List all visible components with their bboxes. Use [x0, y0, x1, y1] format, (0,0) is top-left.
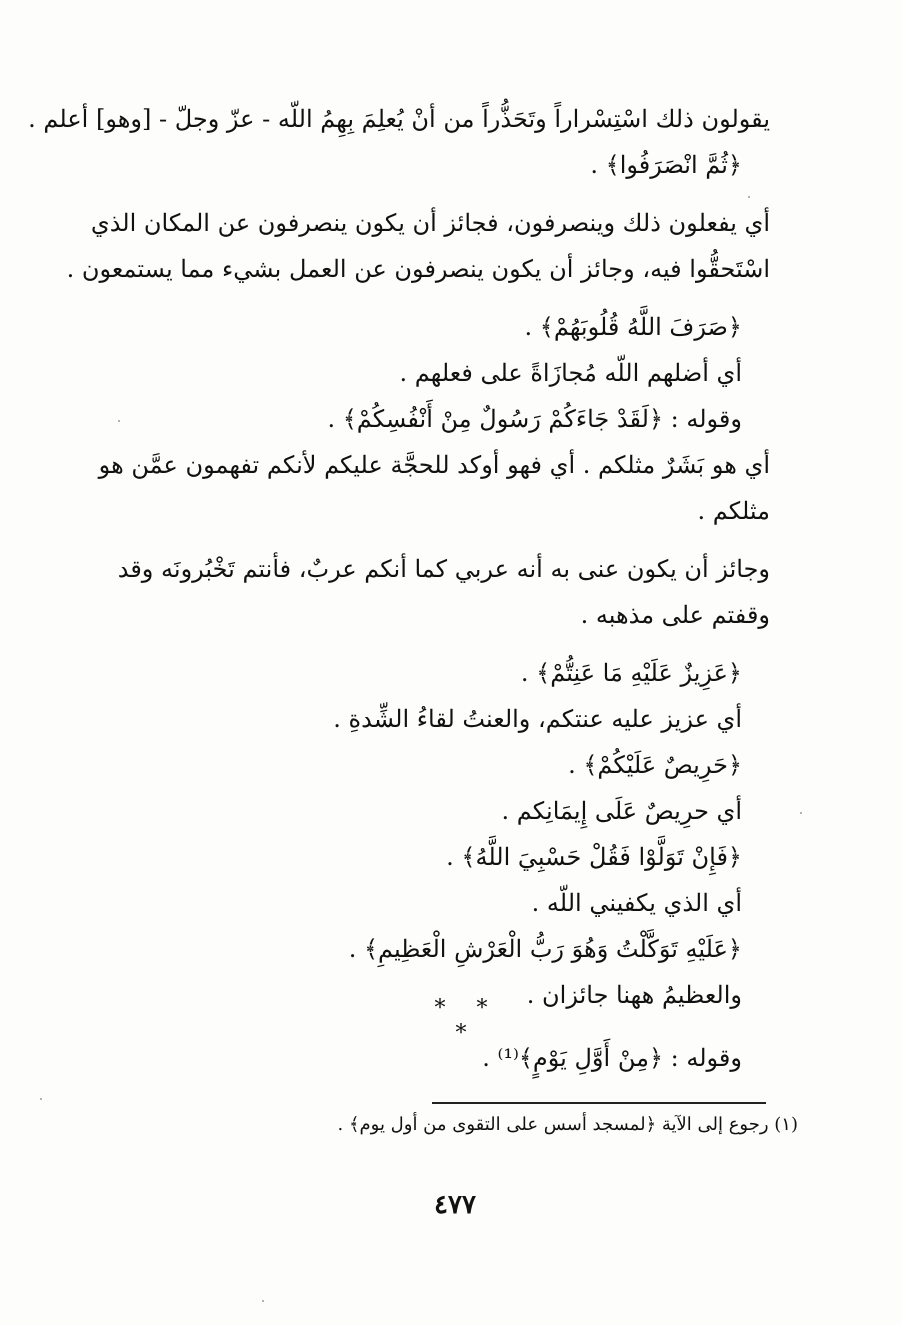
text-line-13: أي عزيز عليه عنتكم، والعنتُ لقاءُ الشِّدةِ . [333, 705, 742, 733]
scan-speck [748, 196, 750, 198]
scan-speck [118, 420, 120, 422]
main-text [28, 96, 770, 1018]
footnote-divider [432, 1102, 766, 1104]
scan-speck [800, 812, 802, 814]
text-line-6: أي أضلهم اللّه مُجازَاةً على فعلهم . [399, 359, 742, 387]
text-line-19: والعظيمُ ههنا جائزان . [526, 981, 742, 1009]
verse-line-4: ﴿حَرِيصٌ عَلَيْكُمْ﴾ . [568, 751, 742, 779]
verse-line-6: ﴿عَلَيْهِ تَوَكَّلْتُ وَهُوَ رَبُّ الْعَرْشِ الْعَظِيمِ﴾ . [348, 935, 742, 963]
page-number: ٤٧٧ [434, 1190, 476, 1220]
text-line-9: مثلكم . [697, 497, 770, 525]
text-line-4: اسْتَحقُّوا فيه، وجائز أن يكون ينصرفون عن العمل بشيء مما يستمعون . [66, 255, 770, 283]
verse-line-2: ﴿صَرَفَ اللَّهُ قُلُوبَهُمْ﴾ . [524, 313, 742, 341]
section-separator: * * * [434, 996, 500, 1046]
text-line-10: وجائز أن يكون عنى به أنه عربي كما أنكم عربٌ، فأنتم تَخْبُرونَه وقد [117, 555, 770, 583]
verse-line-3: ﴿عَزِيزٌ عَلَيْهِ مَا عَنِتُّمْ﴾ . [520, 659, 742, 687]
text-line-17: أي الذي يكفيني اللّه . [531, 889, 742, 917]
verse-line-5: ﴿فَإِنْ تَوَلَّوْا فَقُلْ حَسْبِيَ اللَّهُ﴾ . [446, 843, 742, 871]
text-line-15: أي حرِيصٌ عَلَى إِيمَانِكم . [501, 797, 742, 825]
text-line-11: وقفتم على مذهبه . [580, 601, 770, 629]
verse-line-1: ﴿ثُمَّ انْصَرَفُوا﴾ . [590, 151, 742, 179]
footnote: (١) رجوع إلى الآية ﴿لمسجد أسس على التقوى من أول يوم﴾ . [337, 1114, 798, 1135]
text-line-7: وقوله : ﴿لَقَدْ جَاءَكُمْ رَسُولٌ مِنْ أَنْفُسِكُمْ﴾ . [327, 405, 742, 433]
text-line-3: أي يفعلون ذلك وينصرفون، فجائز أن يكون ينصرفون عن المكان الذي [90, 209, 770, 237]
final-line: وقوله : ﴿مِنْ أَوَّلِ يَوْمٍ﴾⁽¹⁾ . [482, 1044, 742, 1072]
scan-speck [40, 1098, 42, 1100]
text-line-1: يقولون ذلك اسْتِسْراراً وتَحَذُّراً من أنْ يُعلِمَ بِهِمُ اللّه - عزّ وجلّ - [وهو] أعلم . [28, 105, 770, 133]
text-line-8: أي هو بَشَرٌ مثلكم . أي فهو أوكد للحجَّة عليكم لأنكم تفهمون عمَّن هو [98, 451, 770, 479]
scan-speck [262, 1300, 264, 1302]
